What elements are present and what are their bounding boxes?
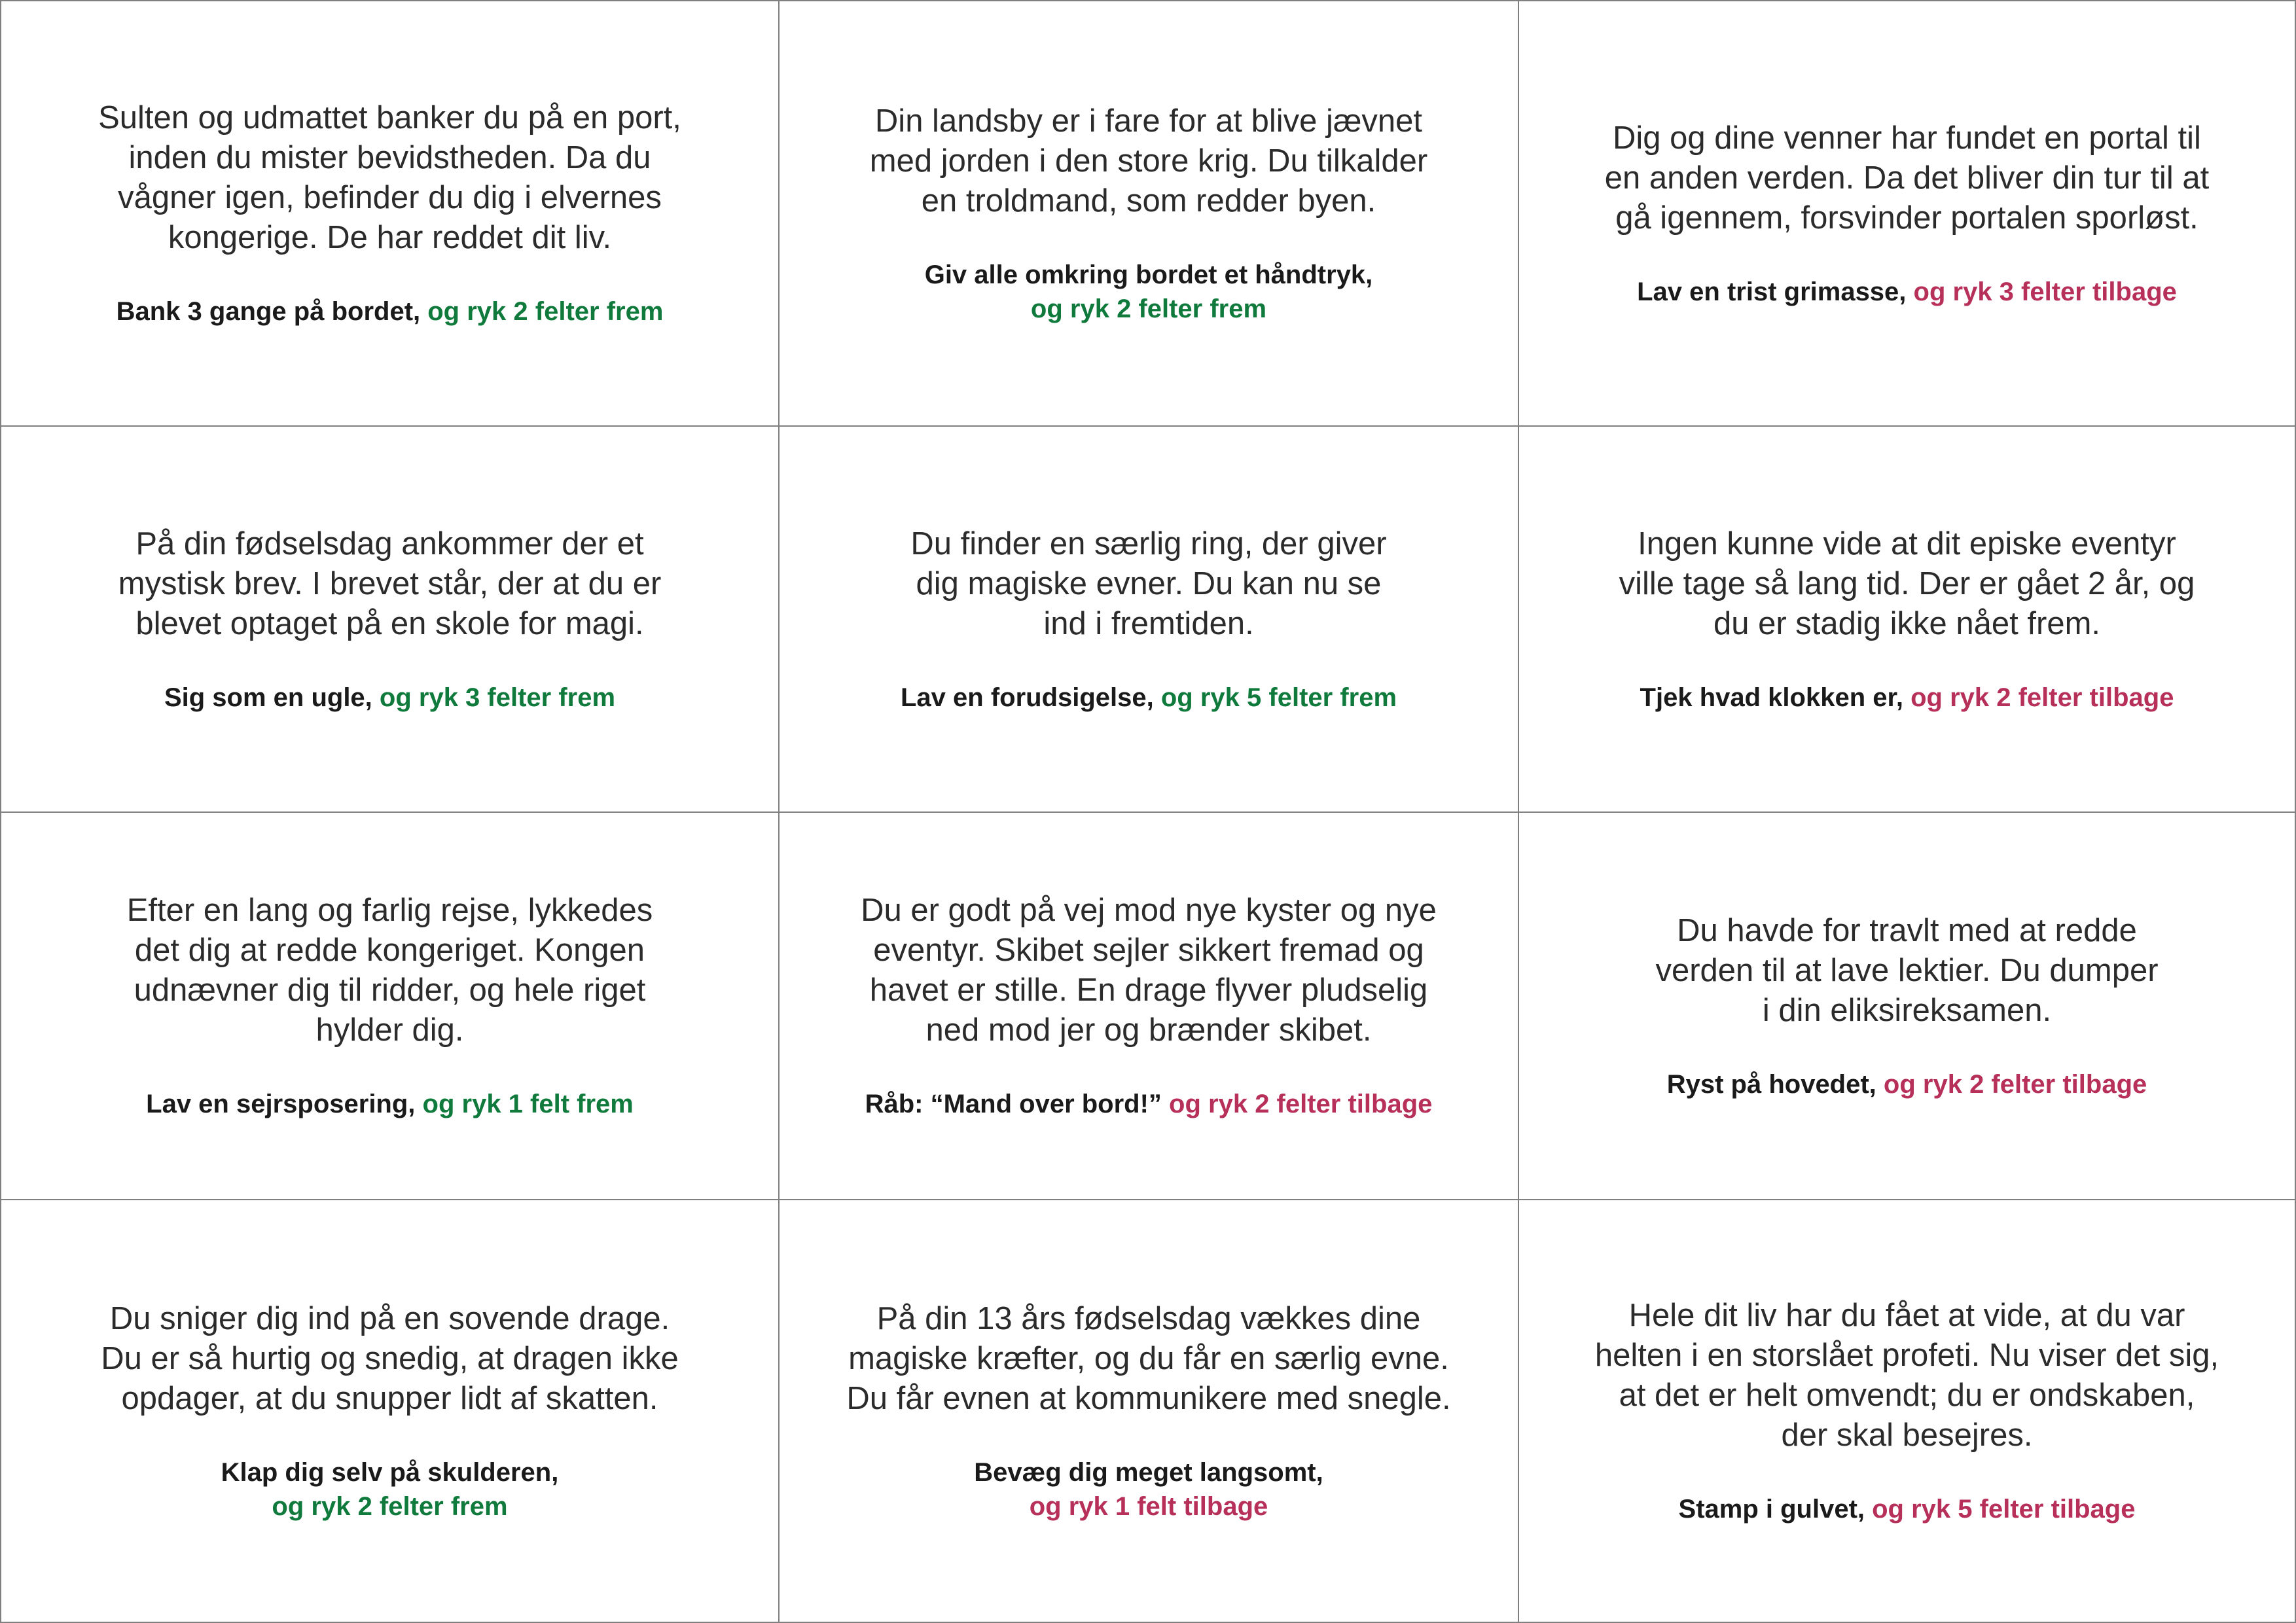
card-11 bbox=[778, 1199, 1519, 1623]
card-story: Ingen kunne vide at dit episke eventyr ville tage så lang tid. Der er gået 2 år, og du er stadig ikke nået frem. bbox=[1619, 526, 2195, 641]
card-move-back: og ryk 2 felter tilbage bbox=[1883, 1069, 2147, 1099]
card-1 bbox=[0, 0, 780, 427]
card-instruction bbox=[146, 1087, 634, 1121]
card-instruction bbox=[117, 294, 664, 329]
card-action: Sig som en ugle, bbox=[164, 683, 380, 712]
card-action: Lav en trist grimasse, bbox=[1637, 277, 1914, 306]
card-instruction bbox=[221, 1455, 559, 1524]
card-instruction bbox=[865, 1087, 1433, 1121]
card-action: Klap dig selv på skulderen, bbox=[221, 1457, 559, 1487]
card-action: Stamp i gulvet, bbox=[1678, 1495, 1873, 1524]
card-move-back: og ryk 2 felter tilbage bbox=[1910, 683, 2174, 712]
card-instruction bbox=[164, 681, 615, 715]
card-move-back: og ryk 5 felter tilbage bbox=[1872, 1495, 2136, 1524]
card-story: På din fødselsdag ankommer der et mystisk brev. I brevet står, der at du er blevet optaget på en skole for magi. bbox=[118, 526, 662, 641]
card-move-back: og ryk 1 felt tilbage bbox=[1029, 1491, 1268, 1521]
card-instruction bbox=[1637, 275, 2177, 309]
card-instruction bbox=[974, 1455, 1323, 1524]
card-instruction bbox=[901, 681, 1397, 715]
card-action: Lav en sejrsposering, bbox=[146, 1090, 423, 1118]
card-story: Efter en lang og farlig rejse, lykkedes det dig at redde kongeriget. Kongen udnævner dig til ridder, og hele riget hylder dig. bbox=[126, 893, 653, 1048]
card-story: Du finder en særlig ring, der giver dig magiske evner. Du kan nu se ind i fremtiden. bbox=[910, 526, 1387, 641]
card-story: Du havde for travlt med at redde verden til at lave lektier. Du dumper i din eliksireksamen. bbox=[1655, 912, 2159, 1028]
card-8 bbox=[778, 812, 1519, 1200]
card-move-back: og ryk 3 felter tilbage bbox=[1913, 277, 2177, 306]
card-action: Tjek hvad klokken er, bbox=[1640, 683, 1911, 712]
card-story: Sulten og udmattet banker du på en port, inden du mister bevidstheden. Da du vågner igen, befinder du dig i elvernes kongerige. De har reddet dit liv. bbox=[98, 100, 681, 255]
card-story: Din landsby er i fare for at blive jævnet med jorden i den store krig. Du tilkalder en troldmand, som redder byen. bbox=[869, 103, 1428, 219]
card-9 bbox=[1518, 812, 2296, 1200]
card-instruction bbox=[1679, 1492, 2136, 1526]
card-action: Ryst på hovedet, bbox=[1666, 1069, 1884, 1099]
card-action: Bank 3 gange på bordet, bbox=[116, 297, 428, 326]
card-move-forward: og ryk 3 felter frem bbox=[379, 683, 616, 712]
card-instruction bbox=[925, 258, 1373, 326]
card-move-forward: og ryk 2 felter frem bbox=[272, 1491, 508, 1521]
card-10 bbox=[0, 1199, 780, 1623]
card-story: Du sniger dig ind på en sovende drage. Du er så hurtig og snedig, at dragen ikke opdager, at du snupper lidt af skatten. bbox=[101, 1300, 679, 1416]
card-3 bbox=[1518, 0, 2296, 427]
card-story: Hele dit liv har du fået at vide, at du var helten i en storslået profeti. Nu viser det sig, at det er helt omvendt; du er ondskaben, der skal besejres. bbox=[1594, 1298, 2219, 1453]
card-12 bbox=[1518, 1199, 2296, 1623]
card-move-forward: og ryk 2 felter frem bbox=[1030, 294, 1267, 323]
card-move-forward: og ryk 1 felt frem bbox=[422, 1090, 634, 1118]
card-action: Giv alle omkring bordet et håndtryk, bbox=[924, 260, 1373, 289]
card-action: Lav en forudsigelse, bbox=[900, 683, 1161, 712]
card-instruction bbox=[1640, 681, 2174, 715]
card-5 bbox=[778, 425, 1519, 813]
card-story: På din 13 års fødselsdag vækkes dine magiske kræfter, og du får en særlig evne. Du får evnen at kommunikere med snegle. bbox=[846, 1300, 1451, 1416]
card-move-forward: og ryk 2 felter frem bbox=[427, 297, 664, 326]
card-action: Råb: “Mand over bord!” bbox=[865, 1090, 1170, 1118]
card-move-forward: og ryk 5 felter frem bbox=[1160, 683, 1397, 712]
card-story: Du er godt på vej mod nye kyster og nye eventyr. Skibet sejler sikkert fremad og havet er stille. En drage flyver pludselig ned mod jer og brænder skibet. bbox=[861, 893, 1437, 1048]
card-move-back: og ryk 2 felter tilbage bbox=[1169, 1090, 1433, 1118]
card-instruction bbox=[1667, 1067, 2147, 1101]
card-action: Bevæg dig meget langsomt, bbox=[974, 1457, 1323, 1487]
card-4 bbox=[0, 425, 780, 813]
card-7 bbox=[0, 812, 780, 1200]
card-2 bbox=[778, 0, 1519, 427]
card-story: Dig og dine venner har fundet en portal til en anden verden. Da det bliver din tur til at gå igennem, forsvinder portalen sporløst. bbox=[1604, 120, 2210, 236]
card-6 bbox=[1518, 425, 2296, 813]
